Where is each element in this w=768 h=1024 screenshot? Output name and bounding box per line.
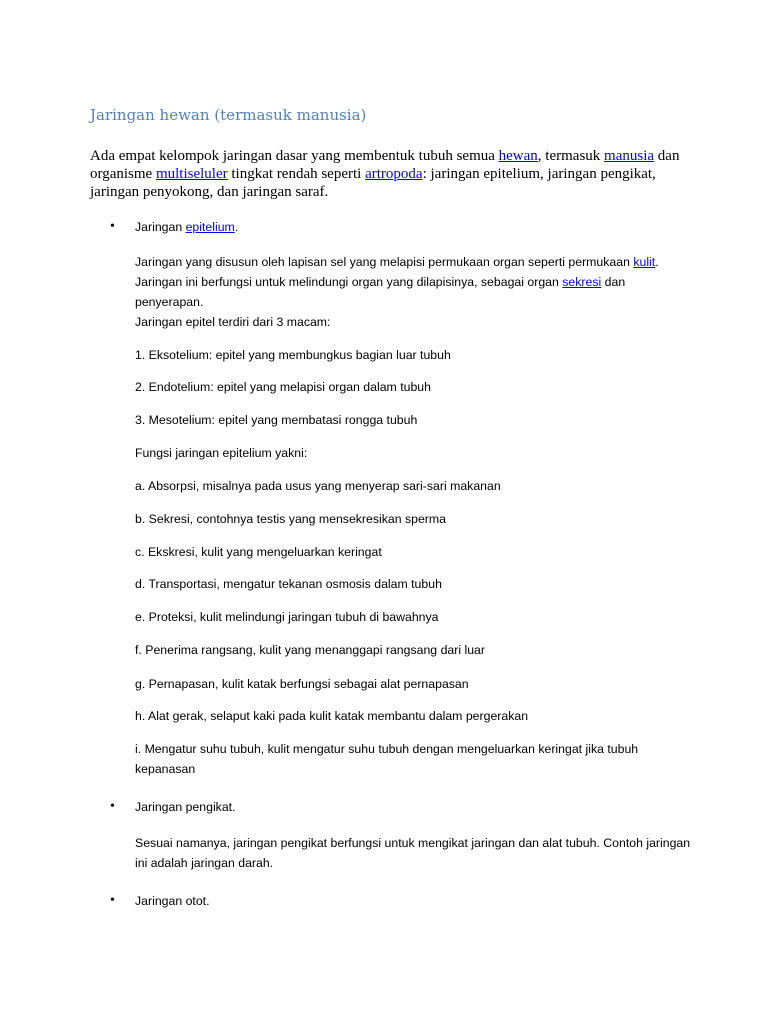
section-epitelium-title: [135, 217, 695, 237]
intro-paragraph: [90, 147, 690, 201]
link-manusia[interactable]: manusia: [604, 148, 655, 164]
paragraph-text: Jaringan yang disusun oleh lapisan sel yang melapisi permukaan organ seperti permukaan: [135, 255, 634, 269]
bullet-marker: •: [110, 893, 115, 908]
title-text: Jaringan: [135, 220, 186, 234]
link-sekresi[interactable]: sekresi: [562, 275, 602, 289]
paragraph-text: dan penyerapan.: [135, 275, 626, 309]
epitelium-description: [135, 252, 695, 332]
section-otot-title: Jaringan otot.: [135, 894, 210, 908]
list-item: f. Penerima rangsang, kulit yang menanggapi rangsang dari luar: [135, 643, 485, 657]
list-item: e. Proteksi, kulit melindungi jaringan tubuh di bawahnya: [135, 610, 439, 624]
list-item: i. Mengatur suhu tubuh, kulit mengatur suhu tubuh dengan mengeluarkan keringat jika tubuh kepanasan: [135, 742, 639, 776]
intro-text: , termasuk: [537, 148, 605, 164]
paragraph-text: Jaringan epitel terdiri dari 3 macam:: [135, 315, 331, 329]
intro-text: dan organisme: [90, 148, 680, 182]
link-hewan[interactable]: hewan: [498, 148, 538, 164]
section-pengikat-title: Jaringan pengikat.: [135, 800, 236, 814]
list-item: g. Pernapasan, kulit katak berfungsi sebagai alat pernapasan: [135, 677, 469, 691]
link-artropoda[interactable]: artropoda: [365, 166, 423, 182]
bullet-marker: •: [110, 799, 115, 814]
title-text: .: [234, 220, 239, 234]
functions-title: Fungsi jaringan epitelium yakni:: [135, 446, 308, 460]
intro-text: tingkat rendah seperti: [227, 166, 366, 182]
intro-text: Ada empat kelompok jaringan dasar yang membentuk tubuh semua: [90, 148, 499, 164]
section-heading: Jaringan hewan (termasuk manusia): [90, 106, 367, 124]
list-item: 1. Eksotelium: epitel yang membungkus bagian luar tubuh: [135, 348, 451, 362]
pengikat-description: Sesuai namanya, jaringan pengikat berfungsi untuk mengikat jaringan dan alat tubuh. Contoh jaringan ini adalah jaringan darah.: [135, 836, 691, 870]
link-epitelium[interactable]: epitelium: [185, 220, 235, 234]
link-kulit[interactable]: kulit: [633, 255, 656, 269]
list-item: 2. Endotelium: epitel yang melapisi organ dalam tubuh: [135, 380, 431, 394]
list-item: b. Sekresi, contohnya testis yang mensekresikan sperma: [135, 512, 446, 526]
bullet-marker: •: [110, 219, 115, 234]
link-multiseluler[interactable]: multiseluler: [155, 166, 228, 182]
list-item: h. Alat gerak, selaput kaki pada kulit katak membantu dalam pergerakan: [135, 709, 529, 723]
list-item: a. Absorpsi, misalnya pada usus yang menyerap sari-sari makanan: [135, 479, 501, 493]
list-item: c. Ekskresi, kulit yang mengeluarkan keringat: [135, 545, 382, 559]
list-item: d. Transportasi, mengatur tekanan osmosis dalam tubuh: [135, 577, 442, 591]
list-item: 3. Mesotelium: epitel yang membatasi rongga tubuh: [135, 413, 418, 427]
paragraph-text: . Jaringan ini berfungsi untuk melindungi organ yang dilapisinya, sebagai organ: [135, 255, 659, 289]
intro-text: : jaringan epitelium, jaringan pengikat, jaringan penyokong, dan jaringan saraf.: [90, 166, 656, 200]
